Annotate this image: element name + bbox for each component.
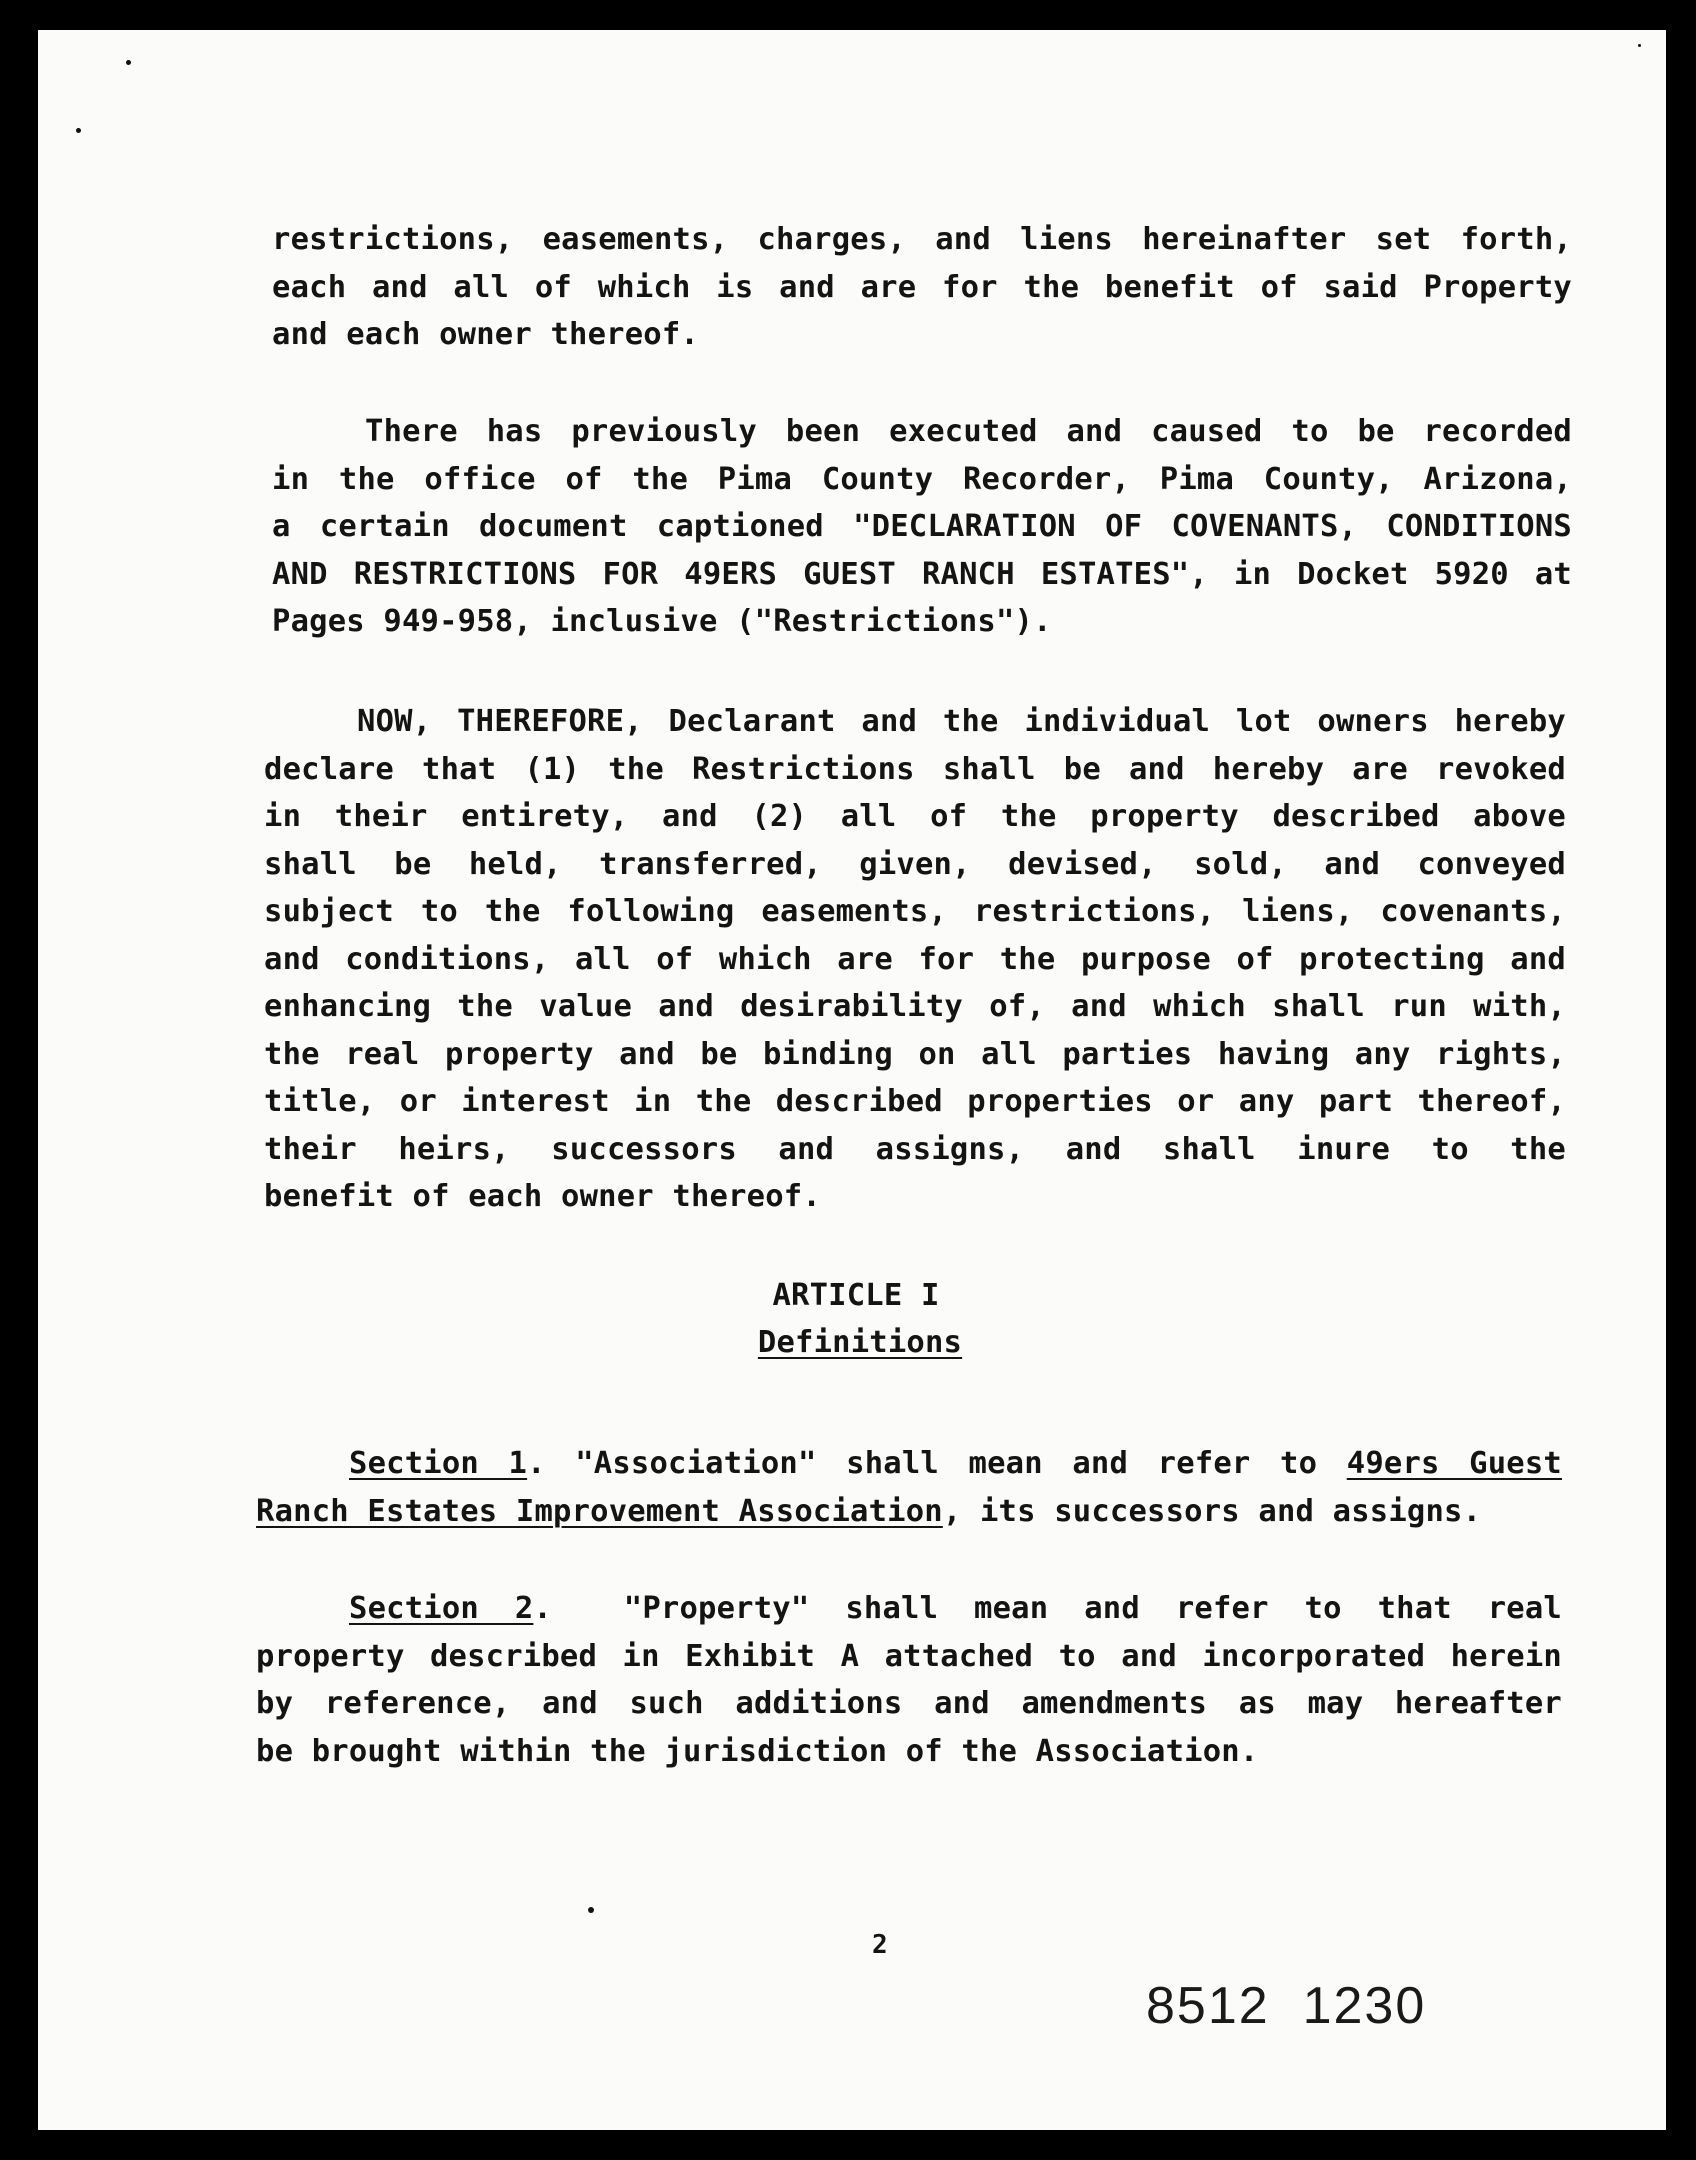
section-1-text: . "Association" shall mean and refer to: [527, 1446, 1347, 1481]
section-1-label: Section 1: [349, 1446, 528, 1481]
text-line: property described in Exhibit A attached to and incorporated herein: [256, 1638, 1562, 1674]
section-1-text-end: , its successors and assigns.: [942, 1493, 1482, 1529]
scan-speck: [76, 128, 81, 133]
scan-speck: [588, 1907, 594, 1913]
text-line: restrictions, easements, charges, and liens hereinafter set forth,: [272, 222, 1572, 257]
text-line: their heirs, successors and assigns, and shall inure to the: [264, 1131, 1566, 1167]
text-line: and conditions, all of which are for the purpose of protecting and: [264, 941, 1566, 977]
docket-stamp: 8512 1230: [1146, 1977, 1427, 2035]
text-line: AND RESTRICTIONS FOR 49ERS GUEST RANCH ESTATES", in Docket 5920 at: [272, 556, 1572, 592]
text-line: the real property and be binding on all parties having any rights,: [264, 1036, 1566, 1072]
section-2-label: Section 2: [349, 1591, 534, 1626]
association-name-part1: 49ers Guest: [1346, 1446, 1562, 1481]
text-line: be brought within the jurisdiction of the Association.: [256, 1733, 1259, 1769]
text-line: each and all of which is and are for the benefit of said Property: [272, 269, 1572, 305]
scan-speck: [126, 60, 131, 65]
text-line: declare that (1) the Restrictions shall be and hereby are revoked: [264, 751, 1566, 787]
paragraph-continuation: [272, 216, 1572, 359]
section-2-text: . "Property" shall mean and refer to that real: [533, 1591, 1562, 1626]
page-number: 2: [872, 1930, 888, 1960]
text-line: in the office of the Pima County Recorder, Pima County, Arizona,: [272, 461, 1572, 497]
paragraph-previous-recording: [272, 408, 1572, 646]
text-line: subject to the following easements, restrictions, liens, covenants,: [264, 894, 1566, 929]
text-line: title, or interest in the described properties or any part thereof,: [264, 1084, 1566, 1119]
article-heading: ARTICLE I: [772, 1278, 940, 1313]
text-line: and each owner thereof.: [272, 317, 699, 352]
article-subheading: [38, 1319, 1674, 1367]
text-line: [256, 1488, 1562, 1536]
text-line: Pages 949-958, inclusive ("Restrictions").: [272, 604, 1052, 639]
text-line: shall be held, transferred, given, devised, sold, and conveyed: [264, 846, 1566, 882]
text-line: NOW, THEREFORE, Declarant and the individual lot owners hereby: [357, 704, 1566, 739]
association-name-part2: Ranch Estates Improvement Association: [256, 1493, 943, 1529]
text-line: in their entirety, and (2) all of the property described above: [264, 799, 1566, 834]
definitions-title: Definitions: [757, 1325, 963, 1360]
text-line: enhancing the value and desirability of, and which shall run with,: [264, 989, 1566, 1024]
text-line: a certain document captioned "DECLARATION OF COVENANTS, CONDITIONS: [272, 509, 1572, 544]
text-line: There has previously been executed and caused to be recorded: [365, 414, 1572, 449]
text-line: by reference, and such additions and amendments as may hereafter: [256, 1686, 1562, 1721]
document-page: [38, 30, 1666, 2130]
scan-speck: [1638, 44, 1641, 47]
text-line: benefit of each owner thereof.: [264, 1179, 821, 1214]
section-1: [256, 1440, 1562, 1535]
paragraph-now-therefore: [264, 698, 1566, 1221]
text-line: [256, 1585, 1562, 1633]
text-line: [256, 1440, 1562, 1488]
section-2: [256, 1585, 1562, 1775]
